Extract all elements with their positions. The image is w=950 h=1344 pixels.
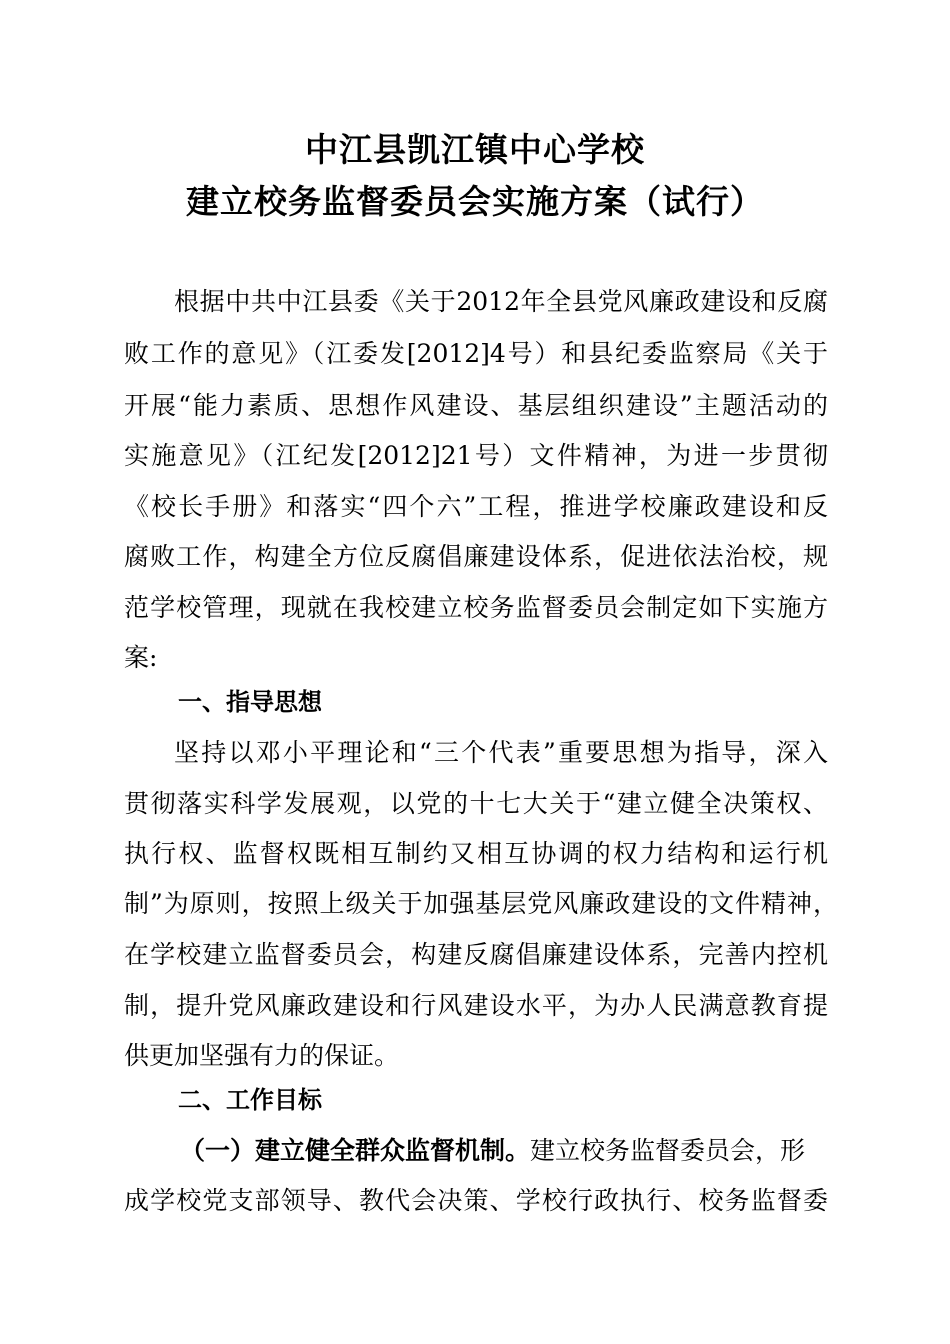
intro-line-1: 根据中共中江县委《关于2012年全县党风廉政建设和反腐 [174, 287, 828, 316]
section-1-line-4: 制”为原则，按照上级关于加强基层党风廉政建设的文件精神， [124, 889, 838, 918]
section-1-line-2: 贯彻落实科学发展观，以党的十七大关于“建立健全决策权、 [124, 789, 828, 818]
section-1-line-5: 在学校建立监督委员会，构建反腐倡廉建设体系，完善内控机 [124, 940, 828, 969]
intro-line-4: 实施意见》（江纪发[2012]21号）文件精神，为进一步贯彻 [124, 441, 828, 470]
intro-line-5: 《校长手册》和落实“四个六”工程，推进学校廉政建设和反 [124, 492, 828, 521]
section-1-line-1: 坚持以邓小平理论和“三个代表”重要思想为指导，深入 [174, 738, 828, 767]
section-2-item-1-text: 建立校务监督委员会，形 [530, 1136, 806, 1165]
intro-line-6: 腐败工作，构建全方位反腐倡廉建设体系，促进依法治校，规 [124, 542, 828, 571]
document-title-line-1: 中江县凯江镇中心学校 [305, 130, 645, 169]
section-2-item-1-title: （一）建立健全群众监督机制。 [180, 1136, 531, 1165]
document-title-line-2: 建立校务监督委员会实施方案（试行） [186, 182, 764, 221]
section-2-heading: 二、工作目标 [178, 1086, 322, 1114]
section-1-heading: 一、指导思想 [178, 688, 322, 716]
section-1-line-6: 制，提升党风廉政建设和行风建设水平，为办人民满意教育提 [124, 991, 828, 1020]
intro-line-3: 开展“能力素质、思想作风建设、基层组织建设”主题活动的 [124, 391, 828, 420]
section-1-line-7: 供更加坚强有力的保证。 [124, 1041, 400, 1070]
section-2-item-1 [180, 1135, 828, 1167]
section-2-item-1-line-2: 成学校党支部领导、教代会决策、学校行政执行、校务监督委 [124, 1186, 828, 1215]
section-1-line-3: 执行权、监督权既相互制约又相互协调的权力结构和运行机 [124, 839, 828, 868]
intro-line-7: 范学校管理，现就在我校建立校务监督委员会制定如下实施方 [124, 593, 828, 622]
intro-line-2: 败工作的意见》（江委发[2012]4号）和县纪委监察局《关于 [124, 339, 828, 368]
intro-line-8: 案: [124, 643, 158, 672]
